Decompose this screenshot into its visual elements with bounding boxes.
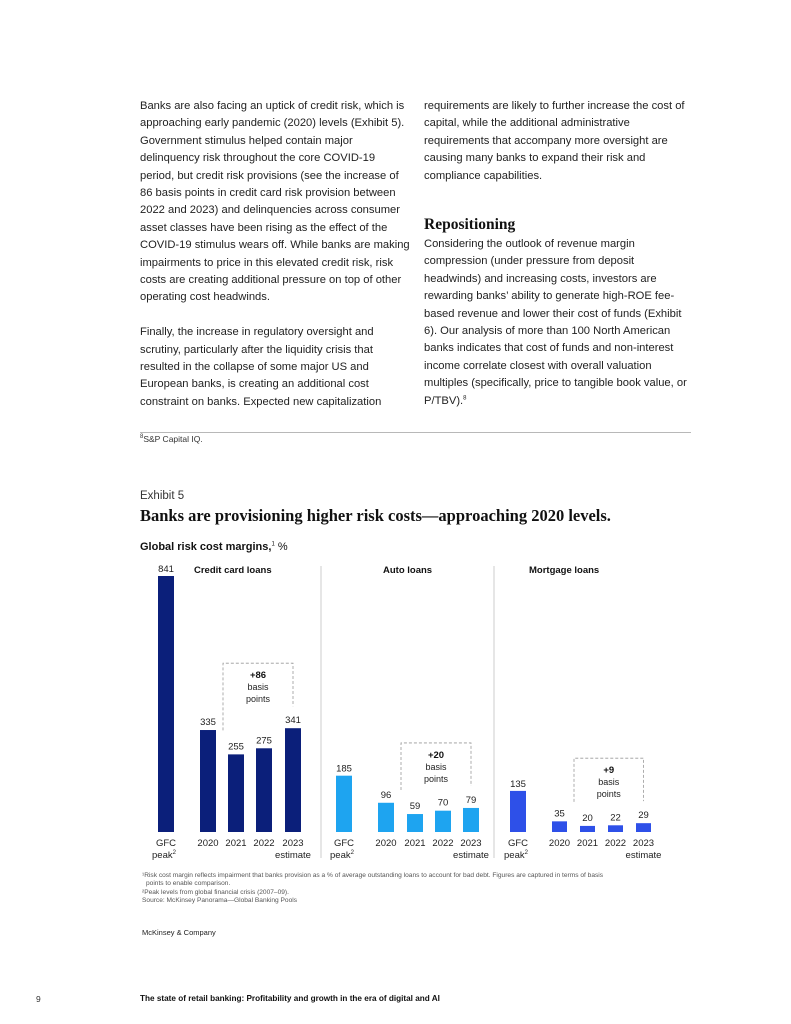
exhibit-title: Banks are provisioning higher risk costs—approaching 2020 levels. [140,506,611,525]
panel-title: Auto loans [383,565,433,576]
bar-value-label: 22 [610,812,621,824]
bar-value-label: 335 [200,717,216,729]
bar [285,728,301,832]
bar-value-label: 35 [554,808,565,820]
x-axis-label: estimate [625,850,662,861]
bar-value-label: 341 [285,715,301,727]
bar [580,826,595,832]
gfc-bar [158,576,174,832]
x-axis-label-sup: 2 [350,850,354,856]
x-axis-label: GFC [333,838,355,849]
bar [463,808,479,832]
chart-title-sup: 1 [271,541,275,548]
chart-sources [142,872,662,905]
x-axis-label-sup: 2 [172,850,176,856]
bar-value-label: 79 [465,794,477,806]
bar-value-label: 841 [158,564,174,575]
footnote-text: S&P Capital IQ. [143,434,203,444]
bar-value-label: 185 [336,763,352,775]
annotation-value: +86 [249,670,267,682]
bar [552,821,567,832]
footnote-ref: 8 [463,394,467,401]
x-axis-label: GFC [155,838,177,849]
annotation-text: points [423,773,449,784]
panel-title: Credit card loans [194,565,272,576]
x-axis-label: 2021 [404,838,426,849]
x-axis-label: 2022 [604,838,627,849]
x-axis-label: GFC [507,838,529,849]
bar-value-label: 29 [638,810,649,822]
x-axis-label: peak$^2$ [330,850,354,861]
panel-title: Mortgage loans [529,565,600,576]
chart-unit: % [274,541,288,553]
x-axis-label-sup: 2 [524,850,528,856]
bar-value-label: 20 [582,812,593,824]
bar [256,748,272,832]
annotation-text: basis [598,777,620,788]
x-axis-label: 2021 [576,838,599,849]
bar-value-label: 59 [409,801,421,813]
bar [636,823,651,832]
bar-value-label: 135 [510,778,526,790]
annotation-text: basis [247,682,269,693]
bar-value-label: 70 [437,797,449,809]
x-axis-label: 2022 [432,838,454,849]
x-axis-label: 2023 [632,838,655,849]
exhibit-label: Exhibit 5 [140,490,185,502]
chart-title: Global risk cost margins, [140,541,272,553]
x-axis-label: 2023 [460,838,482,849]
annotation-value: +9 [603,765,615,777]
x-axis-label: 2022 [253,838,275,849]
x-axis-label: 2021 [225,838,247,849]
chart-note-1-cont: points to enable comparison. [146,880,231,888]
x-axis-label: 2020 [197,838,219,849]
section-paragraph-text: Considering the outlook of revenue margin compression (under pressure from deposit headwinds) and increasing costs, investors are rewarding banks’ ability to generate high-ROE fee-based revenue and lower their cost of funds (Exhibit 6). Our analysis of more than 100 North American banks indicates that cost of funds and non-interest income correlate closest with overall valuation multiples (specifically, price to tangible book value, or P/TBV). [424,238,687,407]
x-axis-label: 2020 [375,838,397,849]
annotation-text: points [596,789,621,800]
annotation-text: basis [425,761,447,772]
body-paragraph: Banks are also facing an uptick of credit risk, which is approaching early pandemic (2020) levels (Exhibit 5). Government stimulus helped contain major delinquency risk throughout the core COVID-19 period, but credit risk provisions (see the increase of 86 basis points in credit card risk provision between 2022 and 2023) and delinquencies across consumer asset classes have been rising as the effect of the COVID-19 stimulus wears off. While banks are making impairments to price in this elevated credit risk, risk costs are creating additional pressure on top of other operating cost headwinds. [140,100,410,304]
bar-value-label: 255 [228,741,244,753]
x-axis-label: 2020 [548,838,571,849]
bar [200,730,216,832]
bar [608,825,623,832]
x-axis-label: 2023 [282,838,304,849]
gfc-bar [336,776,352,832]
x-axis-label: estimate [453,850,489,861]
bar-value-label: 96 [380,789,392,801]
bar [228,754,244,832]
report-title: The state of retail banking: Profitability and growth in the era of digital and AI [140,994,440,1003]
gfc-bar [510,791,526,832]
body-paragraph: Finally, the increase in regulatory oversight and scrutiny, particularly after the liquidity crisis that resulted in the collapse of some major US and European banks, is creating an additional cost constraint on banks. Expected new capitalization [140,326,382,408]
bar-value-label: 275 [256,735,272,747]
page-number: 9 [36,994,41,1004]
section-heading: Repositioning [424,216,516,233]
chart-source: Source: McKinsey Panorama—Global Banking Pools [142,896,298,904]
brand-name: McKinsey & Company [142,928,216,937]
footnote-number: 8 [140,434,144,441]
chart-note-2: ²Peak levels from global financial crisis (2007–09). [142,888,289,896]
chart-note-1: ¹Risk cost margin reflects impairment that banks provision as a % of average outstanding loans to account for bad debt. Figures are captured in terms of basis [142,872,604,879]
annotation-value: +20 [427,749,445,761]
bar [407,814,423,832]
body-paragraph: requirements are likely to further increase the cost of capital, while the additional administrative requirements that accompany more oversight are causing many banks to expand their risk and compliance capabilities. [424,100,685,182]
x-axis-label: estimate [275,850,311,861]
annotation-text: points [245,694,271,705]
x-axis-label: peak$^2$ [152,850,176,861]
bar [378,803,394,832]
bar [435,811,451,832]
x-axis-label: peak$^2$ [504,850,528,861]
